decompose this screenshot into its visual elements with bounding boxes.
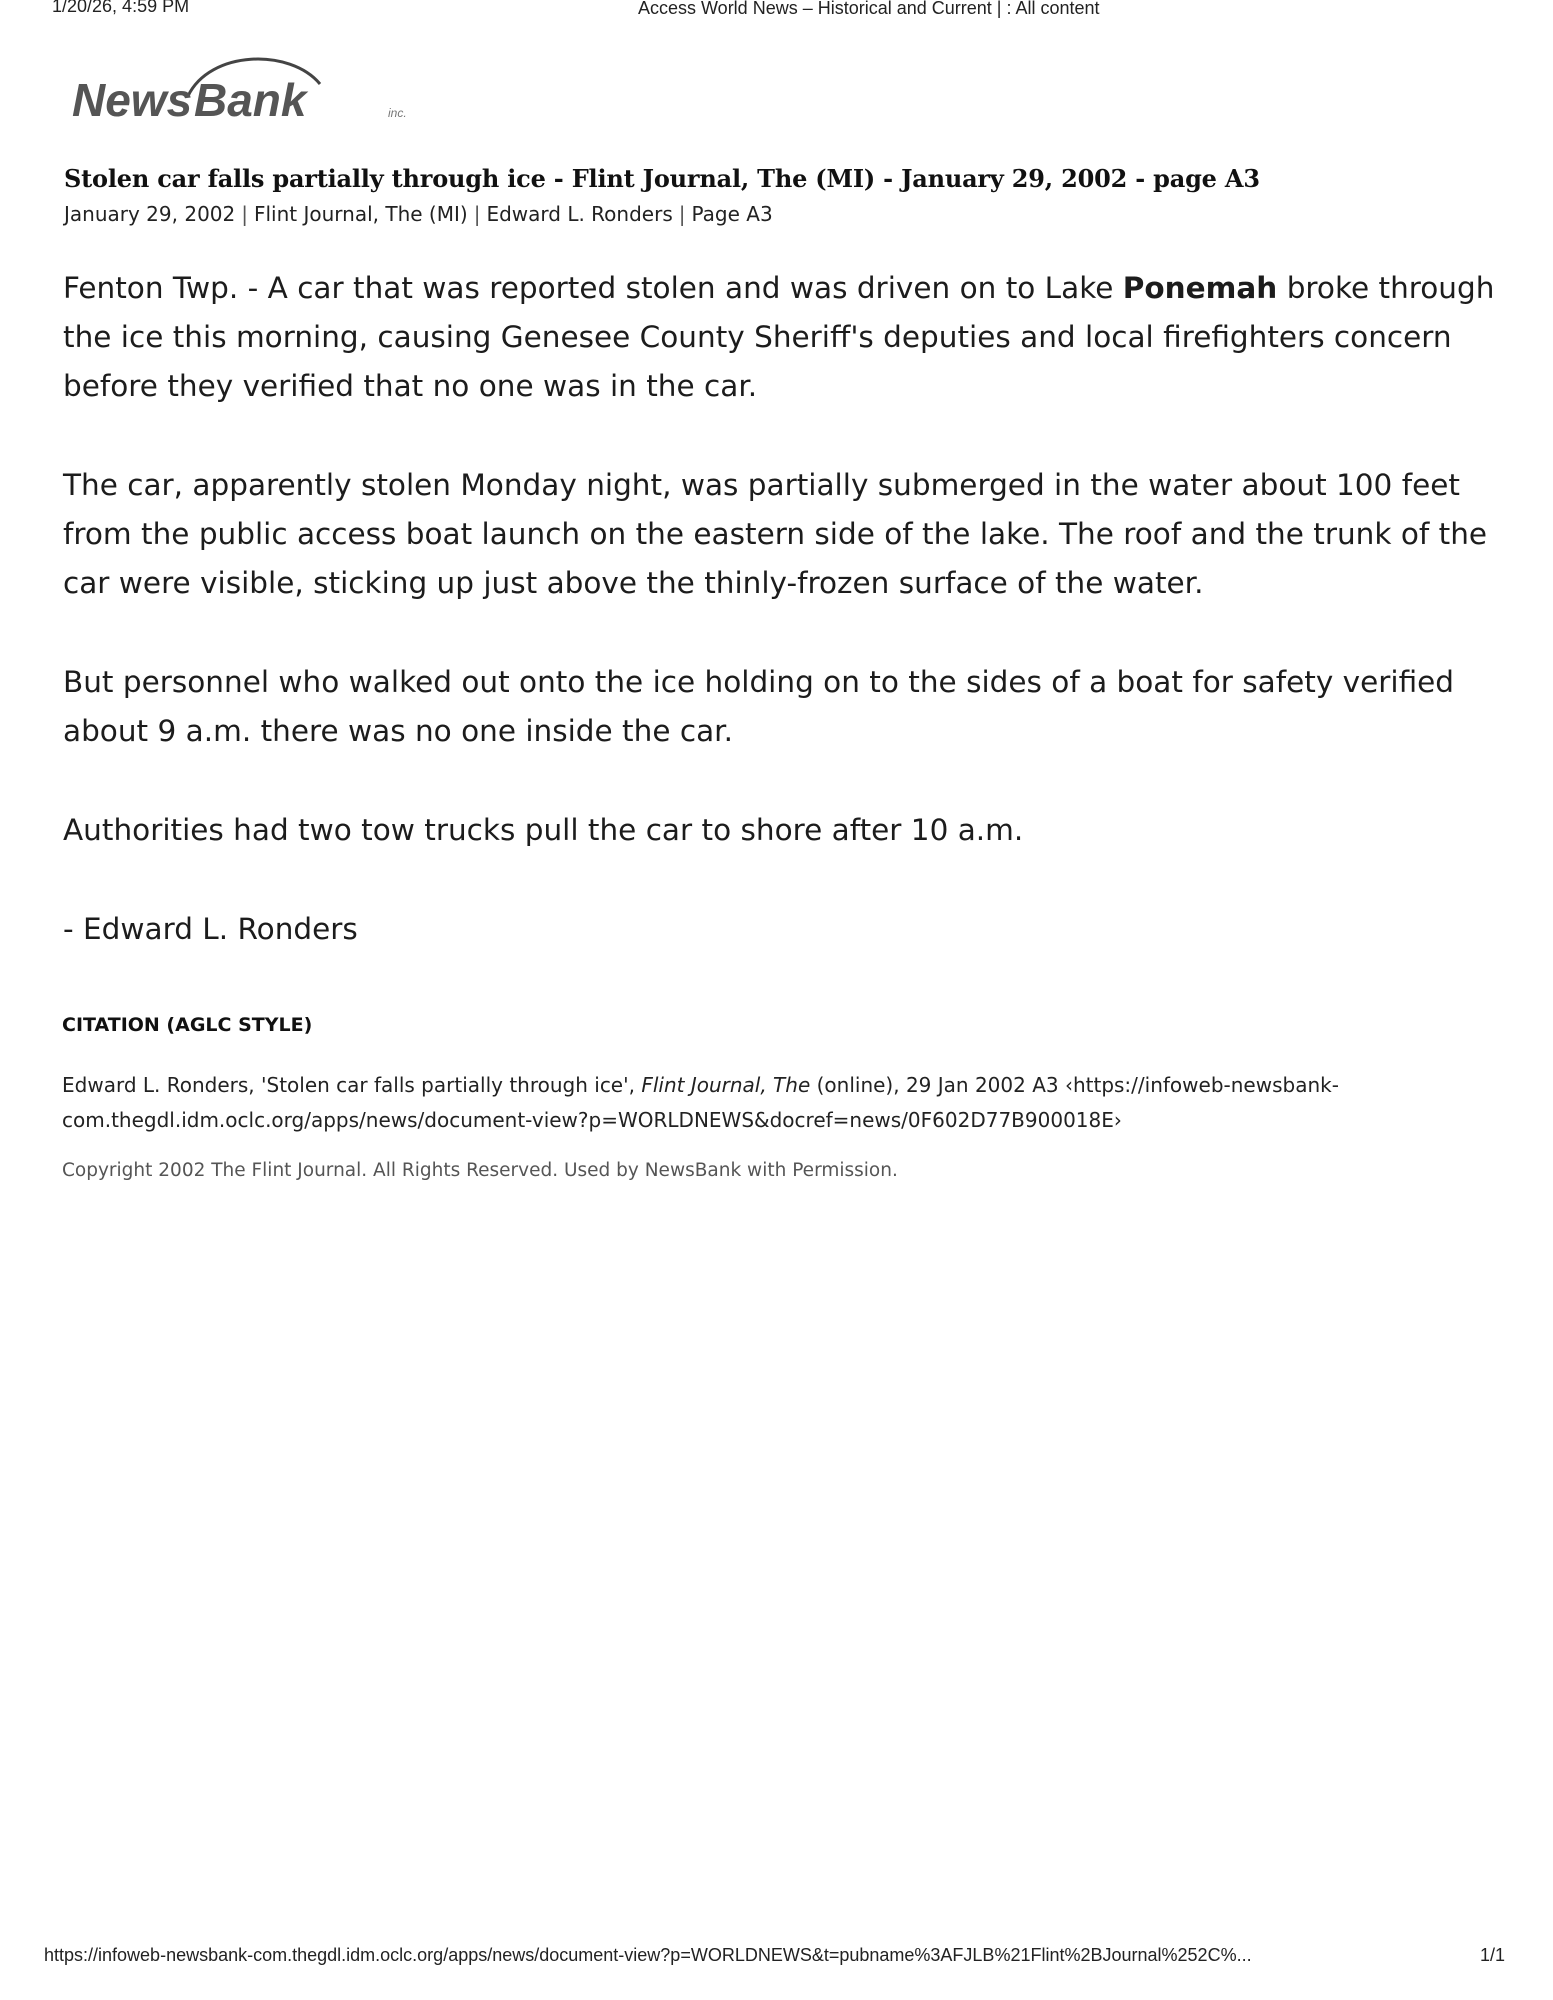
logo-bank-text: Bank bbox=[194, 74, 307, 126]
citation-label: CITATION (AGLC STYLE) bbox=[62, 1014, 313, 1036]
print-page-number: 1/1 bbox=[1480, 1945, 1506, 1965]
newsbank-logo-graphic bbox=[70, 44, 430, 134]
logo-news-text: News bbox=[72, 74, 193, 126]
print-url: https://infoweb-newsbank-com.thegdl.idm.oclc.org/apps/news/document-view?p=WORLDNEWS&t=pubname%3AFJLB%21Flint%2BJournal%252C%... bbox=[44, 1945, 1252, 1965]
print-timestamp: 1/20/26, 4:59 PM bbox=[52, 0, 190, 16]
newsbank-logo bbox=[70, 44, 430, 134]
meta-date: January 29, 2002 bbox=[64, 202, 236, 226]
citation-source: Flint Journal, The bbox=[641, 1073, 811, 1097]
citation-text: Edward L. Ronders, 'Stolen car falls partially through ice', Flint Journal, The (online), 29 Jan 2002 A3 ‹https://infoweb-newsbank-com.thegdl.idm.oclc.org/apps/news/document-view?p=WORLDNEWS&docref=news/0F602D77B900018E› bbox=[62, 1073, 1339, 1132]
article-paragraph: But personnel who walked out onto the ice holding on to the sides of a boat for safety verified about 9 a.m. there was no one inside the car. bbox=[63, 665, 1455, 748]
article-body bbox=[63, 264, 1523, 954]
highlighted-term: Ponemah bbox=[1122, 271, 1278, 305]
article-paragraph: Fenton Twp. - A car that was reported stolen and was driven on to Lake Ponemah broke through the ice this morning, causing Genesee County Sheriff's deputies and local firefighters concern before they verified that no one was in the car. bbox=[63, 271, 1495, 403]
article-paragraph: Authorities had two tow trucks pull the car to shore after 10 a.m. bbox=[63, 813, 1024, 847]
article-headline: Stolen car falls partially through ice - Flint Journal, The (MI) - January 29, 2002 - page A3 bbox=[64, 164, 1260, 193]
print-footer bbox=[0, 1945, 1553, 1975]
copyright-notice: Copyright 2002 The Flint Journal. All Rights Reserved. Used by NewsBank with Permission. bbox=[62, 1160, 898, 1181]
article-paragraph: The car, apparently stolen Monday night, was partially submerged in the water about 100 feet from the public access boat launch on the eastern side of the lake. The roof and the trunk of the car were visible, sticking up just above the thinly-frozen surface of the water. bbox=[63, 468, 1488, 600]
print-header bbox=[0, 0, 1553, 24]
meta-author: Edward L. Ronders bbox=[486, 202, 673, 226]
print-page-title: Access World News – Historical and Current | : All content bbox=[638, 0, 1100, 18]
meta-source: Flint Journal, The (MI) bbox=[254, 202, 468, 226]
article-byline: - Edward L. Ronders bbox=[63, 912, 358, 946]
meta-page: Page A3 bbox=[691, 202, 773, 226]
article-meta: January 29, 2002 | Flint Journal, The (MI) | Edward L. Ronders | Page A3 bbox=[64, 202, 773, 226]
logo-inc-text: inc. bbox=[388, 106, 407, 120]
